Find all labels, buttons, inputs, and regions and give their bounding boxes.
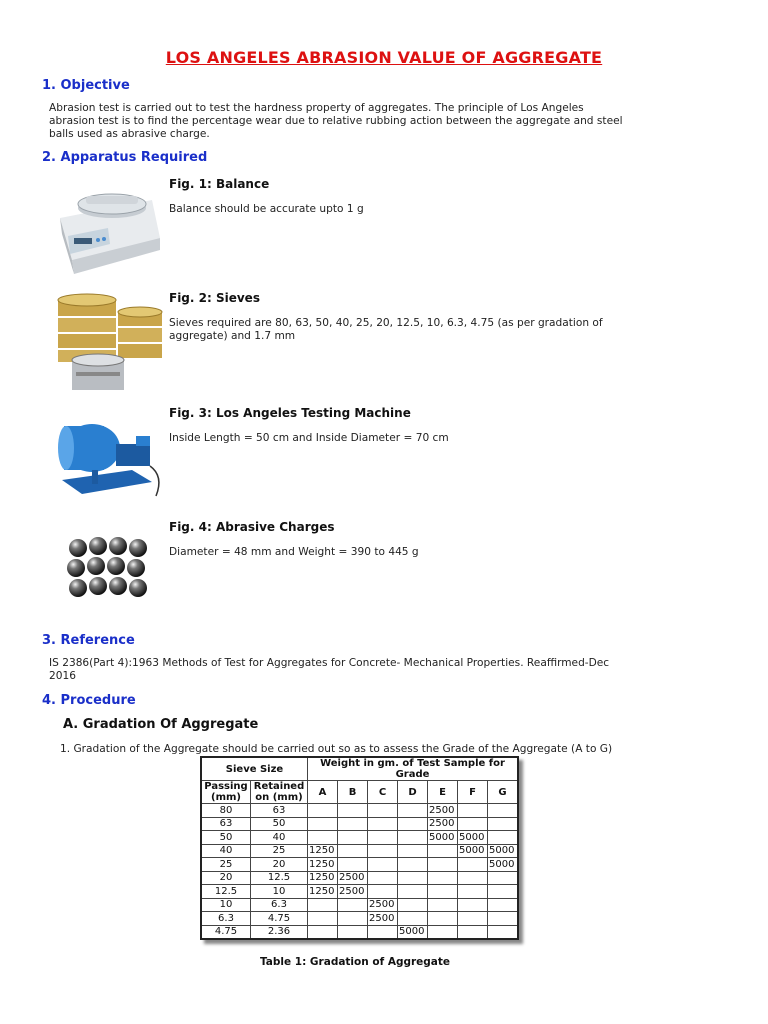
table-cell <box>488 885 519 899</box>
table-cell <box>368 858 398 872</box>
table-cell <box>458 871 488 885</box>
table-cell <box>398 912 428 926</box>
fig2-text: Sieves required are 80, 63, 50, 40, 25, 20, 12.5, 10, 6.3, 4.75 (as per gradation of aggregate) and 1.7 mm <box>169 317 603 342</box>
table-cell <box>398 831 428 845</box>
table-cell <box>398 858 428 872</box>
table-cell: 5000 <box>458 831 488 845</box>
table-cell <box>308 898 338 912</box>
grade-header: B <box>338 781 368 804</box>
table-cell: 40 <box>201 844 251 858</box>
table-cell: 2500 <box>428 804 458 818</box>
table-row <box>201 858 518 872</box>
table-cell <box>458 804 488 818</box>
table-row <box>201 831 518 845</box>
table-cell <box>488 871 519 885</box>
table-cell: 6.3 <box>251 898 308 912</box>
table-cell: 10 <box>201 898 251 912</box>
table-cell <box>368 831 398 845</box>
table-cell: 5000 <box>428 831 458 845</box>
table-cell <box>338 925 368 939</box>
table-cell: 25 <box>251 844 308 858</box>
table-cell <box>368 885 398 899</box>
table-cell: 20 <box>251 858 308 872</box>
gradation-subheading: A. Gradation Of Aggregate <box>63 717 259 732</box>
table-cell: 1250 <box>308 858 338 872</box>
table-cell: 25 <box>201 858 251 872</box>
table-cell: 12.5 <box>251 871 308 885</box>
table-cell <box>428 858 458 872</box>
table-cell <box>488 925 519 939</box>
table-cell <box>338 912 368 926</box>
table-cell <box>428 885 458 899</box>
table-cell <box>368 804 398 818</box>
table-cell: 2500 <box>338 871 368 885</box>
table-cell: 50 <box>201 831 251 845</box>
weight-header: Weight in gm. of Test Sample for Grade <box>308 757 519 781</box>
table-cell <box>488 912 519 926</box>
table-cell <box>428 871 458 885</box>
reference-text: IS 2386(Part 4):1963 Methods of Test for Aggregates for Concrete- Mechanical Properties. Reaffirmed-Dec 2016 <box>49 657 610 682</box>
fig4-title: Fig. 4: Abrasive Charges <box>169 520 335 534</box>
table-cell <box>458 925 488 939</box>
table-cell <box>458 858 488 872</box>
table-cell: 50 <box>251 817 308 831</box>
objective-heading: 1. Objective <box>42 78 130 93</box>
table-cell <box>338 831 368 845</box>
table-cell <box>338 817 368 831</box>
table-cell: 80 <box>201 804 251 818</box>
table-cell <box>308 804 338 818</box>
grade-header: F <box>458 781 488 804</box>
table-cell: 2500 <box>368 912 398 926</box>
fig1-title: Fig. 1: Balance <box>169 177 270 191</box>
table-cell <box>308 831 338 845</box>
table-cell: 4.75 <box>201 925 251 939</box>
table-cell: 1250 <box>308 844 338 858</box>
table-cell: 1250 <box>308 871 338 885</box>
fig1-text: Balance should be accurate upto 1 g <box>169 203 364 215</box>
sieves-image <box>52 290 167 400</box>
table-cell <box>308 925 338 939</box>
table-cell <box>398 817 428 831</box>
table-cell: 2500 <box>368 898 398 912</box>
table-cell <box>338 844 368 858</box>
table-cell <box>368 817 398 831</box>
table-cell: 10 <box>251 885 308 899</box>
table-cell <box>398 885 428 899</box>
apparatus-heading: 2. Apparatus Required <box>42 150 208 165</box>
table-cell: 20 <box>201 871 251 885</box>
page-title: LOS ANGELES ABRASION VALUE OF AGGREGATE <box>165 48 603 67</box>
table-cell <box>338 898 368 912</box>
abrasive-charges-image <box>52 522 167 622</box>
gradation-table <box>200 756 519 940</box>
table-row <box>201 898 518 912</box>
table-row <box>201 912 518 926</box>
table-cell: 4.75 <box>251 912 308 926</box>
objective-text: Abrasion test is carried out to test the hardness property of aggregates. The principle of Los Angeles abrasion test is to find the percentage wear due to relative rubbing action between the aggregate and steel balls used as abrasive charge. <box>49 102 623 140</box>
table-row <box>201 844 518 858</box>
table-cell <box>458 898 488 912</box>
grade-header: D <box>398 781 428 804</box>
table-cell: 5000 <box>398 925 428 939</box>
table-cell: 40 <box>251 831 308 845</box>
grade-header: E <box>428 781 458 804</box>
table-cell: 63 <box>201 817 251 831</box>
table-cell <box>458 817 488 831</box>
table-cell <box>488 804 519 818</box>
table-cell <box>338 858 368 872</box>
table-cell: 6.3 <box>201 912 251 926</box>
fig3-text: Inside Length = 50 cm and Inside Diameter = 70 cm <box>169 432 449 444</box>
table-cell: 5000 <box>488 858 519 872</box>
passing-header: Passing (mm) <box>201 781 251 804</box>
table-caption: Table 1: Gradation of Aggregate <box>259 956 451 968</box>
reference-heading: 3. Reference <box>42 633 135 648</box>
procedure-heading: 4. Procedure <box>42 693 136 708</box>
sieve-size-header: Sieve Size <box>201 757 308 781</box>
gradation-table-wrapper <box>200 756 519 940</box>
table-cell <box>488 831 519 845</box>
table-cell: 2500 <box>338 885 368 899</box>
table-cell <box>398 871 428 885</box>
table-row <box>201 817 518 831</box>
table-cell: 5000 <box>488 844 519 858</box>
grade-header: C <box>368 781 398 804</box>
grade-header: A <box>308 781 338 804</box>
table-cell <box>428 898 458 912</box>
table-cell <box>428 844 458 858</box>
table-cell: 5000 <box>458 844 488 858</box>
procedure-step-1: 1. Gradation of the Aggregate should be carried out so as to assess the Grade of the Aggregate (A to G) <box>60 743 613 755</box>
table-cell <box>368 844 398 858</box>
table-cell <box>458 885 488 899</box>
fig4-text: Diameter = 48 mm and Weight = 390 to 445 g <box>169 546 419 558</box>
table-cell: 2500 <box>428 817 458 831</box>
testing-machine-image <box>52 410 167 500</box>
table-cell: 12.5 <box>201 885 251 899</box>
fig2-title: Fig. 2: Sieves <box>169 291 260 305</box>
table-cell <box>398 898 428 912</box>
table-cell <box>428 912 458 926</box>
table-cell <box>308 912 338 926</box>
table-cell: 1250 <box>308 885 338 899</box>
table-cell <box>398 844 428 858</box>
table-cell <box>368 925 398 939</box>
retained-header: Retained on (mm) <box>251 781 308 804</box>
fig3-title: Fig. 3: Los Angeles Testing Machine <box>169 406 411 420</box>
table-cell <box>488 898 519 912</box>
table-cell <box>428 925 458 939</box>
table-row <box>201 925 518 939</box>
table-cell <box>398 804 428 818</box>
grade-header: G <box>488 781 519 804</box>
table-cell <box>458 912 488 926</box>
table-row <box>201 871 518 885</box>
table-cell <box>368 871 398 885</box>
table-cell: 2.36 <box>251 925 308 939</box>
balance-image <box>52 178 164 278</box>
table-cell: 63 <box>251 804 308 818</box>
table-row <box>201 804 518 818</box>
table-cell <box>338 804 368 818</box>
table-cell <box>308 817 338 831</box>
table-row <box>201 885 518 899</box>
table-cell <box>488 817 519 831</box>
